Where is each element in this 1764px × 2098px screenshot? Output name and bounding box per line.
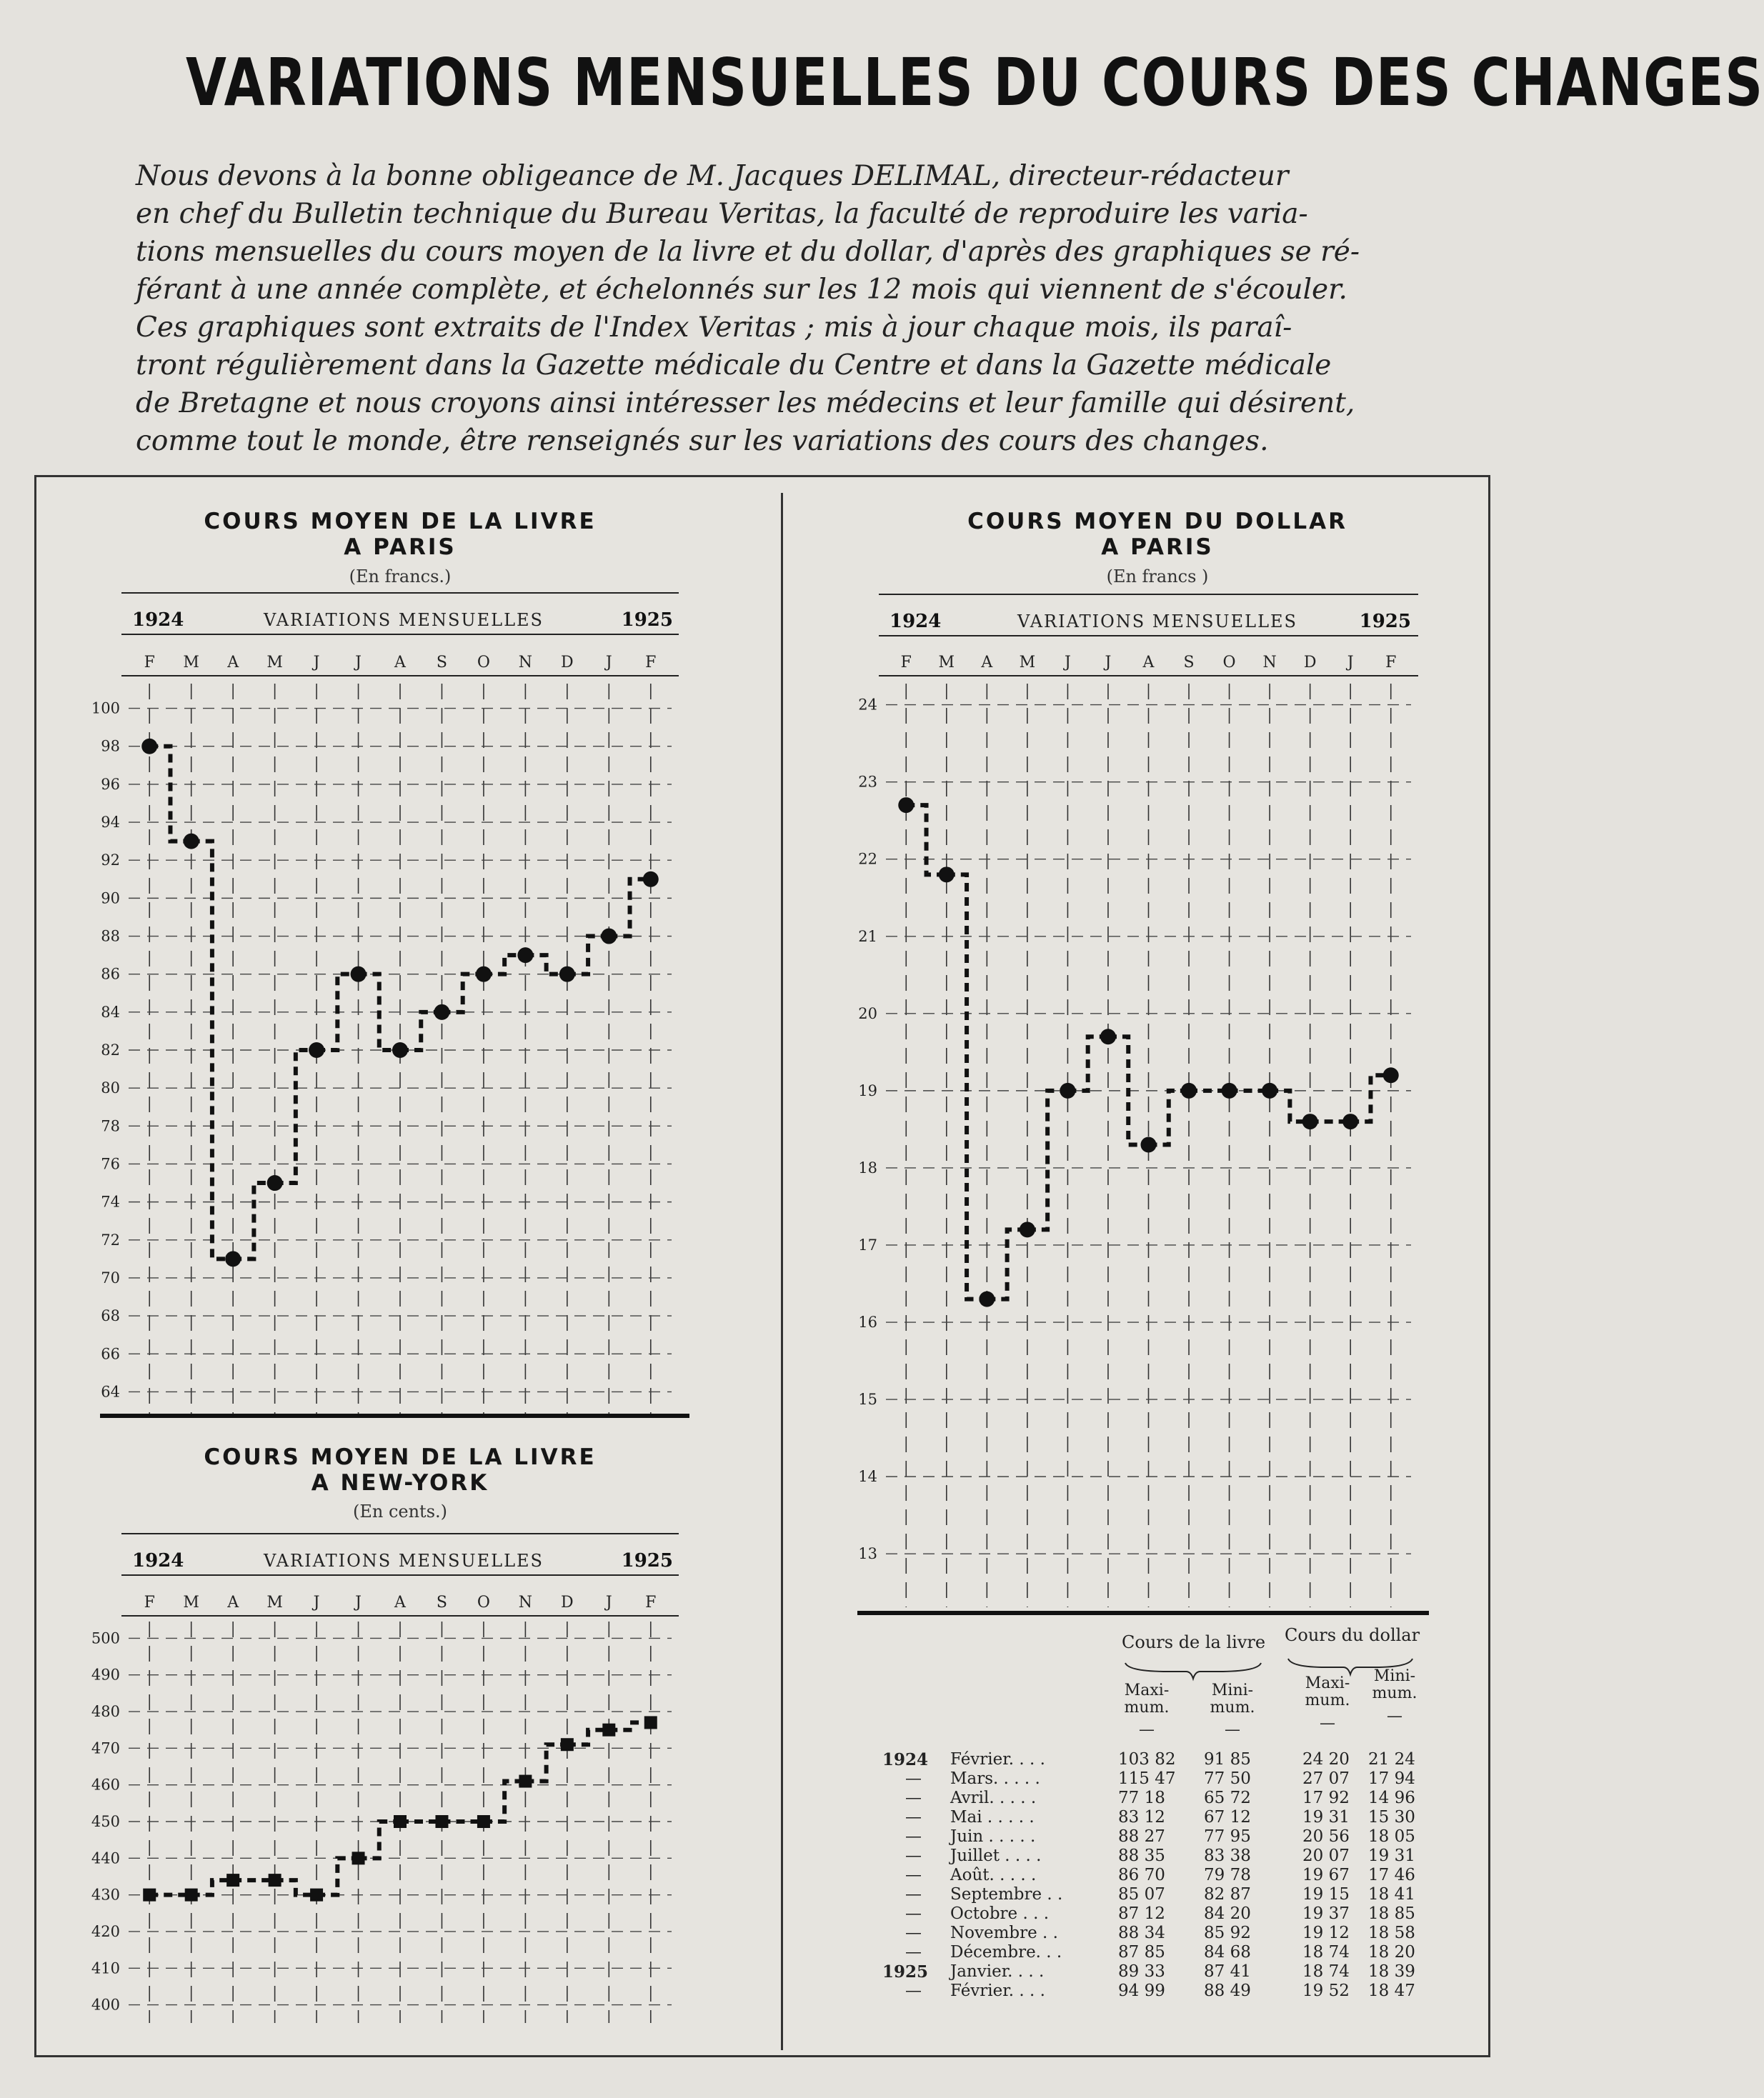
row-livre-max: 87 85 bbox=[1118, 1943, 1165, 1962]
month-tick-label: D bbox=[561, 654, 574, 671]
month-tick-label: S bbox=[436, 1594, 448, 1612]
series-segment bbox=[947, 874, 987, 1299]
row-livre-max: 115 47 bbox=[1118, 1769, 1176, 1788]
table-row bbox=[882, 1943, 1440, 1962]
row-livre-max: 86 70 bbox=[1118, 1866, 1165, 1884]
data-point bbox=[1302, 1114, 1318, 1129]
table-sub-min: Mini- mum. bbox=[1210, 1682, 1255, 1717]
y-tick-label: 80 bbox=[101, 1079, 120, 1097]
y-tick-label: 64 bbox=[101, 1383, 120, 1401]
month-tick-label: F bbox=[900, 654, 912, 671]
row-livre-max: 85 07 bbox=[1118, 1885, 1165, 1904]
month-tick-label: F bbox=[645, 1594, 657, 1612]
month-tick-label: M bbox=[266, 654, 283, 671]
month-tick-label: A bbox=[1142, 654, 1155, 671]
y-tick-label: 15 bbox=[858, 1391, 877, 1409]
month-tick-label: N bbox=[518, 654, 533, 671]
month-tick-label: O bbox=[1222, 654, 1236, 671]
y-tick-label: 72 bbox=[101, 1231, 120, 1249]
row-year: — bbox=[905, 1885, 922, 1904]
month-tick-label: O bbox=[477, 1594, 490, 1612]
row-month: Décembre. . . bbox=[950, 1943, 1062, 1962]
y-tick-label: 410 bbox=[91, 1959, 120, 1977]
y-tick-label: 400 bbox=[91, 1996, 120, 2014]
y-tick-label: 490 bbox=[91, 1666, 120, 1684]
month-tick-label: A bbox=[394, 654, 406, 671]
header-label: VARIATIONS MENSUELLES bbox=[1017, 611, 1297, 631]
table-row bbox=[882, 1827, 1440, 1847]
intro-line: tions mensuelles du cours moyen de la livre et du dollar, d'après des graphiques se ré- bbox=[136, 236, 1360, 268]
row-year: — bbox=[905, 1808, 922, 1827]
month-tick-label: M bbox=[938, 654, 955, 671]
row-year: — bbox=[905, 1827, 922, 1846]
year-right-label: 1925 bbox=[621, 1550, 673, 1572]
row-dollar-min: 18 39 bbox=[1368, 1962, 1415, 1981]
month-tick-label: A bbox=[394, 1594, 406, 1612]
row-livre-min: 77 50 bbox=[1204, 1769, 1251, 1788]
y-tick-label: 78 bbox=[101, 1117, 120, 1135]
row-month: Juin . . . . . bbox=[950, 1827, 1036, 1846]
y-tick-label: 17 bbox=[858, 1236, 877, 1254]
row-dollar-min: 15 30 bbox=[1368, 1808, 1415, 1827]
row-dollar-min: 18 47 bbox=[1368, 1982, 1415, 2000]
year-left-label: 1924 bbox=[132, 609, 184, 631]
row-livre-min: 91 85 bbox=[1204, 1750, 1251, 1769]
table-group-dollar: Cours du dollar bbox=[1285, 1625, 1420, 1645]
y-tick-label: 68 bbox=[101, 1307, 120, 1325]
table-row bbox=[882, 1769, 1440, 1789]
month-tick-label: A bbox=[227, 654, 239, 671]
header-label: VARIATIONS MENSUELLES bbox=[264, 1551, 544, 1571]
row-dollar-min: 14 96 bbox=[1368, 1789, 1415, 1807]
table-sub-min: Mini- mum. bbox=[1372, 1667, 1417, 1702]
table-row bbox=[882, 1962, 1440, 1982]
header-label: VARIATIONS MENSUELLES bbox=[264, 610, 544, 630]
row-livre-min: 67 12 bbox=[1204, 1808, 1251, 1827]
y-tick-label: 66 bbox=[101, 1345, 120, 1363]
y-tick-label: 13 bbox=[858, 1545, 877, 1563]
y-tick-label: 84 bbox=[101, 1003, 120, 1021]
row-livre-min: 88 49 bbox=[1204, 1982, 1251, 2000]
y-tick-label: 460 bbox=[91, 1776, 120, 1794]
row-livre-max: 103 82 bbox=[1118, 1750, 1176, 1769]
data-point bbox=[1342, 1114, 1358, 1129]
row-month: Mars. . . . . bbox=[950, 1769, 1040, 1788]
y-tick-label: 98 bbox=[101, 737, 120, 755]
y-tick-label: 21 bbox=[858, 927, 877, 945]
row-livre-min: 84 20 bbox=[1204, 1904, 1251, 1923]
month-tick-label: F bbox=[645, 654, 657, 671]
row-year: — bbox=[905, 1847, 922, 1865]
row-dollar-max: 19 31 bbox=[1302, 1808, 1350, 1827]
row-dollar-min: 18 58 bbox=[1368, 1924, 1415, 1942]
row-livre-min: 84 68 bbox=[1204, 1943, 1251, 1962]
intro-line: tront régulièrement dans la Gazette médicale du Centre et dans la Gazette médicale bbox=[136, 349, 1332, 381]
row-month: Août. . . . . bbox=[950, 1866, 1037, 1884]
month-tick-label: N bbox=[518, 1594, 533, 1612]
table-sub-max: Maxi- mum. bbox=[1124, 1682, 1170, 1717]
chart-title: COURS MOYEN DE LA LIVRE A NEW-YORK bbox=[204, 1444, 597, 1496]
y-tick-label: 24 bbox=[858, 696, 877, 714]
intro-line: férant à une année complète, et échelonnés sur les 12 mois qui viennent de s'écouler. bbox=[136, 274, 1347, 306]
table-sub-dash: — bbox=[1225, 1721, 1240, 1739]
y-tick-label: 450 bbox=[91, 1813, 120, 1830]
y-tick-label: 23 bbox=[858, 773, 877, 791]
y-tick-label: 76 bbox=[101, 1155, 120, 1173]
month-tick-label: J bbox=[313, 654, 320, 671]
month-tick-label: D bbox=[561, 1594, 574, 1612]
table-group-livre: Cours de la livre bbox=[1122, 1632, 1266, 1652]
row-dollar-max: 19 15 bbox=[1302, 1885, 1350, 1904]
data-point bbox=[1181, 1083, 1197, 1099]
table-row bbox=[882, 1982, 1440, 2001]
row-livre-min: 77 95 bbox=[1204, 1827, 1251, 1846]
y-tick-label: 420 bbox=[91, 1922, 120, 1940]
y-tick-label: 14 bbox=[858, 1468, 877, 1486]
row-dollar-max: 20 07 bbox=[1302, 1847, 1350, 1865]
data-point bbox=[1020, 1222, 1035, 1237]
y-tick-label: 20 bbox=[858, 1004, 877, 1022]
month-tick-label: M bbox=[183, 1594, 199, 1612]
month-tick-label: F bbox=[1385, 654, 1397, 671]
month-tick-label: A bbox=[227, 1594, 239, 1612]
page-title: VARIATIONS MENSUELLES DU COURS DES CHANGES bbox=[186, 44, 1764, 121]
month-tick-label: J bbox=[1347, 654, 1354, 671]
row-year: — bbox=[905, 1943, 922, 1962]
data-point bbox=[1060, 1083, 1075, 1099]
row-year: — bbox=[905, 1904, 922, 1923]
y-tick-label: 96 bbox=[101, 775, 120, 793]
y-tick-label: 92 bbox=[101, 851, 120, 869]
row-dollar-min: 18 20 bbox=[1368, 1943, 1415, 1962]
series-segment bbox=[987, 1229, 1027, 1299]
month-tick-label: A bbox=[981, 654, 993, 671]
data-point bbox=[1262, 1083, 1277, 1099]
row-dollar-max: 17 92 bbox=[1302, 1789, 1350, 1807]
table-sub-dash: — bbox=[1139, 1721, 1155, 1739]
row-year: — bbox=[905, 1789, 922, 1807]
series-segment bbox=[906, 805, 947, 874]
chart-title: COURS MOYEN DU DOLLAR A PARIS bbox=[967, 509, 1347, 560]
data-point bbox=[979, 1292, 995, 1307]
month-tick-label: D bbox=[1303, 654, 1317, 671]
intro-line: de Bretagne et nous croyons ainsi intéresser les médecins et leur famille qui désirent, bbox=[136, 387, 1355, 419]
row-dollar-max: 18 74 bbox=[1302, 1943, 1350, 1962]
row-livre-max: 88 35 bbox=[1118, 1847, 1165, 1865]
y-tick-label: 82 bbox=[101, 1041, 120, 1059]
intro-line: en chef du Bulletin technique du Bureau Veritas, la faculté de reproduire les varia- bbox=[136, 198, 1308, 230]
y-tick-label: 470 bbox=[91, 1739, 120, 1757]
row-month: Octobre . . . bbox=[950, 1904, 1050, 1923]
month-tick-label: M bbox=[266, 1594, 283, 1612]
y-tick-label: 86 bbox=[101, 965, 120, 983]
y-tick-label: 19 bbox=[858, 1082, 877, 1099]
series-segment bbox=[1067, 1036, 1108, 1091]
table-sub-max: Maxi- mum. bbox=[1305, 1674, 1350, 1709]
row-dollar-min: 17 46 bbox=[1368, 1866, 1415, 1884]
row-month: Septembre . . bbox=[950, 1885, 1063, 1904]
row-month: Avril. . . . . bbox=[950, 1789, 1037, 1807]
month-tick-label: O bbox=[477, 654, 490, 671]
row-livre-min: 65 72 bbox=[1204, 1789, 1251, 1807]
y-tick-label: 480 bbox=[91, 1703, 120, 1721]
series-segment bbox=[1027, 1091, 1068, 1229]
data-point bbox=[898, 797, 914, 813]
month-tick-label: M bbox=[1019, 654, 1036, 671]
row-dollar-min: 18 85 bbox=[1368, 1904, 1415, 1923]
intro-line: Ces graphiques sont extraits de l'Index Veritas ; mis à jour chaque mois, ils paraî- bbox=[136, 311, 1292, 344]
row-livre-min: 83 38 bbox=[1204, 1847, 1251, 1865]
table-row bbox=[882, 1750, 1440, 1769]
table-row bbox=[882, 1789, 1440, 1808]
row-year: 1924 bbox=[882, 1750, 929, 1769]
row-livre-min: 87 41 bbox=[1204, 1962, 1251, 1981]
row-month: Mai . . . . . bbox=[950, 1808, 1035, 1827]
row-dollar-max: 27 07 bbox=[1302, 1769, 1350, 1788]
month-tick-label: J bbox=[605, 654, 612, 671]
row-year: — bbox=[905, 1769, 922, 1788]
month-tick-label: M bbox=[183, 654, 199, 671]
row-month: Novembre . . bbox=[950, 1924, 1058, 1942]
y-tick-label: 22 bbox=[858, 850, 877, 868]
row-dollar-max: 18 74 bbox=[1302, 1962, 1350, 1981]
month-tick-label: J bbox=[355, 654, 362, 671]
year-right-label: 1925 bbox=[621, 609, 673, 631]
chart-unit: (En francs.) bbox=[349, 566, 452, 586]
y-tick-label: 94 bbox=[101, 814, 120, 831]
y-tick-label: 70 bbox=[101, 1269, 120, 1287]
y-tick-label: 90 bbox=[101, 889, 120, 907]
y-tick-label: 440 bbox=[91, 1849, 120, 1867]
row-year: — bbox=[905, 1866, 922, 1884]
data-point bbox=[1141, 1137, 1157, 1153]
chart-unit: (En cents.) bbox=[352, 1502, 448, 1522]
row-livre-min: 82 87 bbox=[1204, 1885, 1251, 1904]
table-row bbox=[882, 1904, 1440, 1924]
y-tick-label: 430 bbox=[91, 1886, 120, 1904]
row-year: 1925 bbox=[882, 1962, 929, 1982]
row-year: — bbox=[905, 1982, 922, 2000]
year-left-label: 1924 bbox=[132, 1550, 184, 1572]
intro-line: comme tout le monde, être renseignés sur les variations des cours des changes. bbox=[136, 425, 1269, 457]
y-tick-label: 100 bbox=[91, 699, 120, 717]
row-month: Juillet . . . . bbox=[950, 1847, 1042, 1865]
row-month: Février. . . . bbox=[950, 1982, 1045, 2000]
table-sub-dash: — bbox=[1320, 1714, 1335, 1732]
row-dollar-min: 17 94 bbox=[1368, 1769, 1415, 1788]
row-dollar-max: 24 20 bbox=[1302, 1750, 1350, 1769]
row-month: Janvier. . . . bbox=[950, 1962, 1045, 1981]
row-dollar-min: 18 05 bbox=[1368, 1827, 1415, 1846]
row-dollar-max: 19 12 bbox=[1302, 1924, 1350, 1942]
y-tick-label: 16 bbox=[858, 1314, 877, 1332]
chart-unit: (En francs ) bbox=[1106, 566, 1209, 586]
table-row bbox=[882, 1885, 1440, 1904]
row-dollar-max: 19 67 bbox=[1302, 1866, 1350, 1884]
row-year: — bbox=[905, 1924, 922, 1942]
row-dollar-max: 19 37 bbox=[1302, 1904, 1350, 1923]
series-segment bbox=[1350, 1075, 1391, 1122]
month-tick-label: J bbox=[313, 1594, 320, 1612]
table-row bbox=[882, 1866, 1440, 1885]
month-tick-label: J bbox=[605, 1594, 612, 1612]
month-tick-label: J bbox=[1105, 654, 1112, 671]
row-dollar-max: 20 56 bbox=[1302, 1827, 1350, 1846]
row-livre-max: 83 12 bbox=[1118, 1808, 1165, 1827]
table-sub-dash: — bbox=[1387, 1707, 1402, 1725]
row-livre-max: 77 18 bbox=[1118, 1789, 1165, 1807]
row-livre-max: 94 99 bbox=[1118, 1982, 1165, 2000]
table-row bbox=[882, 1847, 1440, 1866]
month-tick-label: F bbox=[144, 1594, 155, 1612]
y-tick-label: 18 bbox=[858, 1159, 877, 1177]
table-row bbox=[882, 1808, 1440, 1827]
row-livre-max: 88 34 bbox=[1118, 1924, 1165, 1942]
month-tick-label: N bbox=[1262, 654, 1277, 671]
row-livre-min: 85 92 bbox=[1204, 1924, 1251, 1942]
table-row bbox=[882, 1924, 1440, 1943]
row-livre-max: 89 33 bbox=[1118, 1962, 1165, 1981]
row-dollar-min: 21 24 bbox=[1368, 1750, 1415, 1769]
year-left-label: 1924 bbox=[890, 611, 942, 632]
month-tick-label: F bbox=[144, 654, 155, 671]
row-dollar-min: 19 31 bbox=[1368, 1847, 1415, 1865]
year-right-label: 1925 bbox=[1359, 611, 1411, 632]
month-tick-label: J bbox=[1065, 654, 1071, 671]
month-tick-label: S bbox=[436, 654, 448, 671]
chart-title: COURS MOYEN DE LA LIVRE A PARIS bbox=[204, 509, 597, 560]
intro-line: Nous devons à la bonne obligeance de M. Jacques DELIMAL, directeur-rédacteur bbox=[136, 160, 1289, 192]
month-tick-label: J bbox=[355, 1594, 362, 1612]
data-point bbox=[1100, 1029, 1116, 1044]
row-dollar-max: 19 52 bbox=[1302, 1982, 1350, 2000]
month-tick-label: S bbox=[1183, 654, 1195, 671]
data-point bbox=[939, 866, 955, 882]
y-tick-label: 500 bbox=[91, 1629, 120, 1647]
row-month: Février. . . . bbox=[950, 1750, 1045, 1769]
row-livre-max: 87 12 bbox=[1118, 1904, 1165, 1923]
series-segment bbox=[1149, 1091, 1190, 1145]
y-tick-label: 74 bbox=[101, 1193, 120, 1211]
data-point bbox=[1383, 1067, 1399, 1083]
y-tick-label: 88 bbox=[101, 927, 120, 945]
data-point bbox=[1222, 1083, 1237, 1099]
row-livre-min: 79 78 bbox=[1204, 1866, 1251, 1884]
row-dollar-min: 18 41 bbox=[1368, 1885, 1415, 1904]
row-livre-max: 88 27 bbox=[1118, 1827, 1165, 1846]
